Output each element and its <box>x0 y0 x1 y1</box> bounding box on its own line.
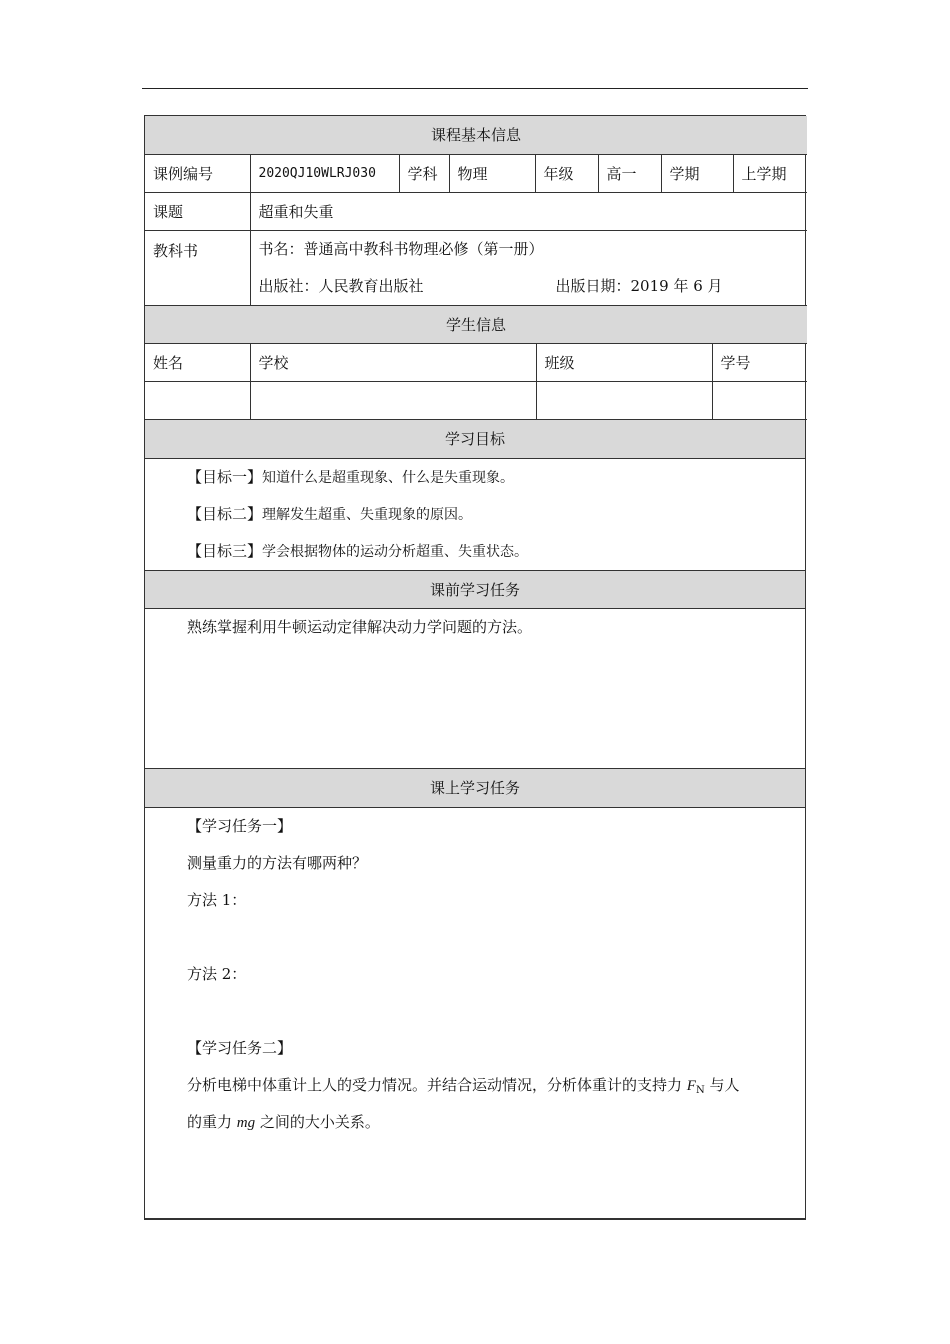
task2-line1: 分析电梯中体重计上人的受力情况。并结合运动情况，分析体重计的支持力 $F_N$ 与人 <box>187 1075 740 1096</box>
publisher-line <box>259 268 800 305</box>
topic-value: 超重和失重 <box>250 192 807 230</box>
pre-class-body <box>145 609 805 769</box>
method2-answer-space[interactable] <box>187 993 797 1030</box>
goal-item: 【目标三】学会根据物体的运动分析超重、失重状态。 <box>187 541 529 560</box>
term-value: 上学期 <box>733 154 807 192</box>
term-label: 学期 <box>661 154 733 192</box>
pre-class-text: 熟练掌握利用牛顿运动定律解决动力学问题的方法。 <box>187 618 533 636</box>
class-field[interactable] <box>536 382 712 420</box>
school-field[interactable] <box>250 382 536 420</box>
textbook-info <box>250 230 807 305</box>
goal-item: 【目标二】理解发生超重、失重现象的原因。 <box>187 504 473 523</box>
force-symbol: F <box>686 1077 696 1094</box>
task2-line2: 的重力 mg 之间的大小关系。 <box>187 1112 380 1131</box>
learning-goals-table <box>145 420 805 571</box>
student-info-table <box>145 306 807 421</box>
learning-goals-body <box>145 458 805 570</box>
subject-label: 学科 <box>399 154 449 192</box>
in-class-header: 课上学习任务 <box>145 769 805 807</box>
header-rule <box>142 88 808 89</box>
publisher: 出版社：人民教育出版社 <box>258 276 424 295</box>
task2-title: 【学习任务二】 <box>187 1038 293 1057</box>
method1-answer-space[interactable] <box>187 919 797 956</box>
grade-label: 年级 <box>535 154 598 192</box>
subject-value: 物理 <box>449 154 535 192</box>
topic-label: 课题 <box>145 192 250 230</box>
school-label: 学校 <box>250 344 536 382</box>
textbook-label: 教科书 <box>145 230 250 305</box>
task1-title: 【学习任务一】 <box>187 816 293 835</box>
weight-symbol: mg <box>236 1114 256 1131</box>
class-label: 班级 <box>536 344 712 382</box>
in-class-table <box>145 769 805 1219</box>
method1-label: 方法 1： <box>187 890 247 909</box>
pre-class-table <box>145 571 805 770</box>
lesson-sheet <box>144 115 806 1220</box>
student-id-field[interactable] <box>712 382 807 420</box>
student-id-label: 学号 <box>712 344 807 382</box>
student-info-header: 学生信息 <box>145 306 807 344</box>
in-class-body <box>145 807 805 1218</box>
case-no-value: 2020QJ10WLRJ030 <box>250 154 399 192</box>
grade-value: 高一 <box>598 154 661 192</box>
pre-class-header: 课前学习任务 <box>145 571 805 609</box>
goal-item: 【目标一】知道什么是超重现象、什么是失重现象。 <box>187 467 515 486</box>
name-label: 姓名 <box>145 344 250 382</box>
course-info-table <box>145 116 807 306</box>
case-no-label: 课例编号 <box>145 154 250 192</box>
force-subscript: N <box>695 1084 705 1096</box>
name-field[interactable] <box>145 382 250 420</box>
learning-goals-header: 学习目标 <box>145 420 805 458</box>
task1-question: 测量重力的方法有哪两种？ <box>187 853 368 872</box>
publish-date: 出版日期：2019 年 6 月 <box>555 276 723 295</box>
method2-label: 方法 2： <box>187 964 247 983</box>
book-name: 书名：普通高中教科书物理必修（第一册） <box>258 239 544 258</box>
course-info-header: 课程基本信息 <box>145 116 807 154</box>
